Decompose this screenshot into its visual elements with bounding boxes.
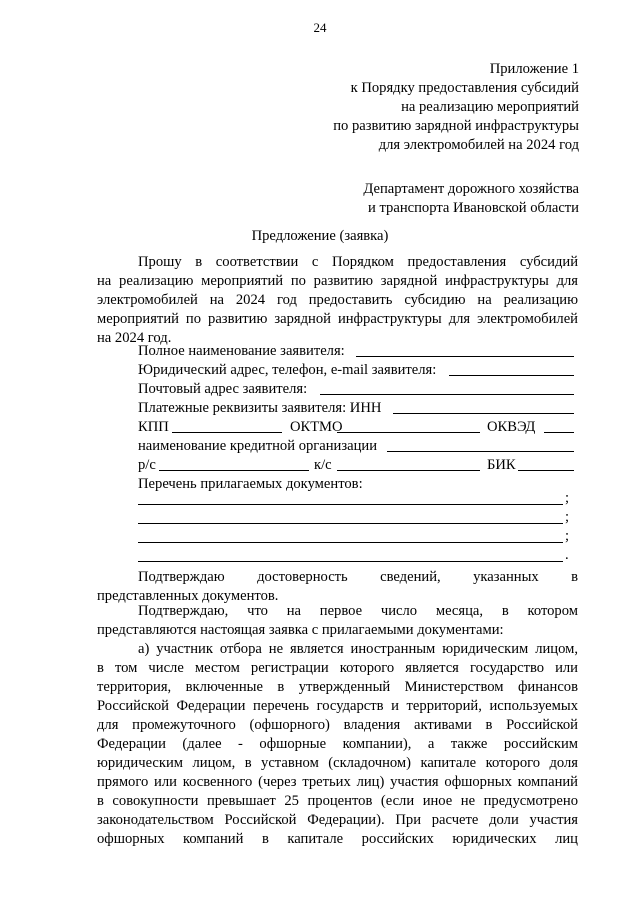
text-line: территория, включенные в утвержденный Министерством финансов <box>97 679 578 695</box>
kpp-label: КПП <box>138 419 169 435</box>
documents-list-label: Перечень прилагаемых документов: <box>138 476 363 492</box>
bank-name-field[interactable] <box>387 451 574 452</box>
document-line[interactable] <box>138 504 563 505</box>
appendix-line: к Порядку предоставления субсидий <box>350 80 579 96</box>
text-line: представленных документов. <box>97 588 279 604</box>
confirm2-paragraph <box>97 602 578 640</box>
text-line: на реализацию мероприятий по развитию зарядной инфраструктуры для <box>97 273 578 289</box>
addressee <box>363 180 579 218</box>
appendix-line: Приложение 1 <box>489 61 579 77</box>
text-line: законодательством Российской Федерации). При расчете доли участия <box>97 812 578 828</box>
text-line: Подтверждаю достоверность сведений, указанных в <box>138 569 578 585</box>
item-a-paragraph <box>97 640 578 849</box>
payment-details-label: Платежные реквизиты заявителя: ИНН <box>138 400 382 416</box>
document-line[interactable] <box>138 542 563 543</box>
document-line[interactable] <box>138 561 563 562</box>
appendix-line: по развитию зарядной инфраструктуры <box>333 118 579 134</box>
text-line: а) участник отбора не является иностранным юридическим лицом, <box>138 641 578 657</box>
text-line: для промежуточного (офшорного) владения активами в Российской <box>97 717 578 733</box>
inn-field[interactable] <box>393 413 574 414</box>
appendix-line: на реализацию мероприятий <box>401 99 579 115</box>
text-line: электромобилей на 2024 год предоставить субсидию на реализацию <box>97 292 578 308</box>
text-line: Прошу в соответствии с Порядком предоставления субсидий <box>138 254 578 270</box>
text-line: прямого или косвенного (через третьих лиц) участия офшорных компаний <box>97 774 578 790</box>
addressee-line: и транспорта Ивановской области <box>368 200 579 216</box>
text-line: юридическим лицом, в уставном (складочном) капитале которого доля <box>97 755 578 771</box>
text-line: мероприятий по развитию зарядной инфраструктуры для электромобилей <box>97 311 578 327</box>
appendix-header <box>333 60 579 155</box>
text-line: на 2024 год. <box>97 330 172 346</box>
legal-address-label: Юридический адрес, телефон, e-mail заявителя: <box>138 362 437 378</box>
oktmo-field[interactable] <box>337 432 480 433</box>
account-field[interactable] <box>159 470 309 471</box>
document-title: Предложение (заявка) <box>251 228 389 244</box>
full-name-label: Полное наименование заявителя: <box>138 343 345 359</box>
bik-label: БИК <box>487 457 516 473</box>
line-end: . <box>565 547 569 563</box>
document-line[interactable] <box>138 523 563 524</box>
oktmo-label: ОКТМО <box>290 419 343 435</box>
bank-name-label: наименование кредитной организации <box>138 438 378 454</box>
appendix-line: для электромобилей на 2024 год <box>378 137 579 153</box>
corr-account-label: к/с <box>314 457 332 473</box>
addressee-line: Департамент дорожного хозяйства <box>363 181 579 197</box>
kpp-field[interactable] <box>172 432 282 433</box>
full-name-field[interactable] <box>356 356 574 357</box>
text-line: в совокупности превышает 25 процентов (если иное не предусмотрено <box>97 793 578 809</box>
postal-address-label: Почтовый адрес заявителя: <box>138 381 308 397</box>
request-paragraph <box>97 253 578 348</box>
page-number: 24 <box>313 20 327 35</box>
postal-address-field[interactable] <box>320 394 574 395</box>
text-line: Федерации (далее - офшорные компании), а также российским <box>97 736 578 752</box>
okved-label: ОКВЭД <box>487 419 536 435</box>
line-end: ; <box>565 509 570 525</box>
text-line: офшорных компаний в капитале российских юридических лиц <box>97 831 578 847</box>
text-line: в том числе местом регистрации которого является государство или <box>97 660 578 676</box>
okved-field[interactable] <box>544 432 574 433</box>
text-line: Подтверждаю, что на первое число месяца, в котором <box>138 603 578 619</box>
text-line: Российской Федерации перечень государств и территорий, используемых <box>97 698 578 714</box>
line-end: ; <box>565 528 570 544</box>
bik-field[interactable] <box>518 470 574 471</box>
confirm-paragraph <box>97 568 578 606</box>
text-line: представляются настоящая заявка с прилагаемыми документами: <box>97 622 504 638</box>
corr-account-field[interactable] <box>337 470 480 471</box>
line-end: ; <box>565 490 570 506</box>
account-label: р/с <box>138 457 156 473</box>
legal-address-field[interactable] <box>449 375 574 376</box>
